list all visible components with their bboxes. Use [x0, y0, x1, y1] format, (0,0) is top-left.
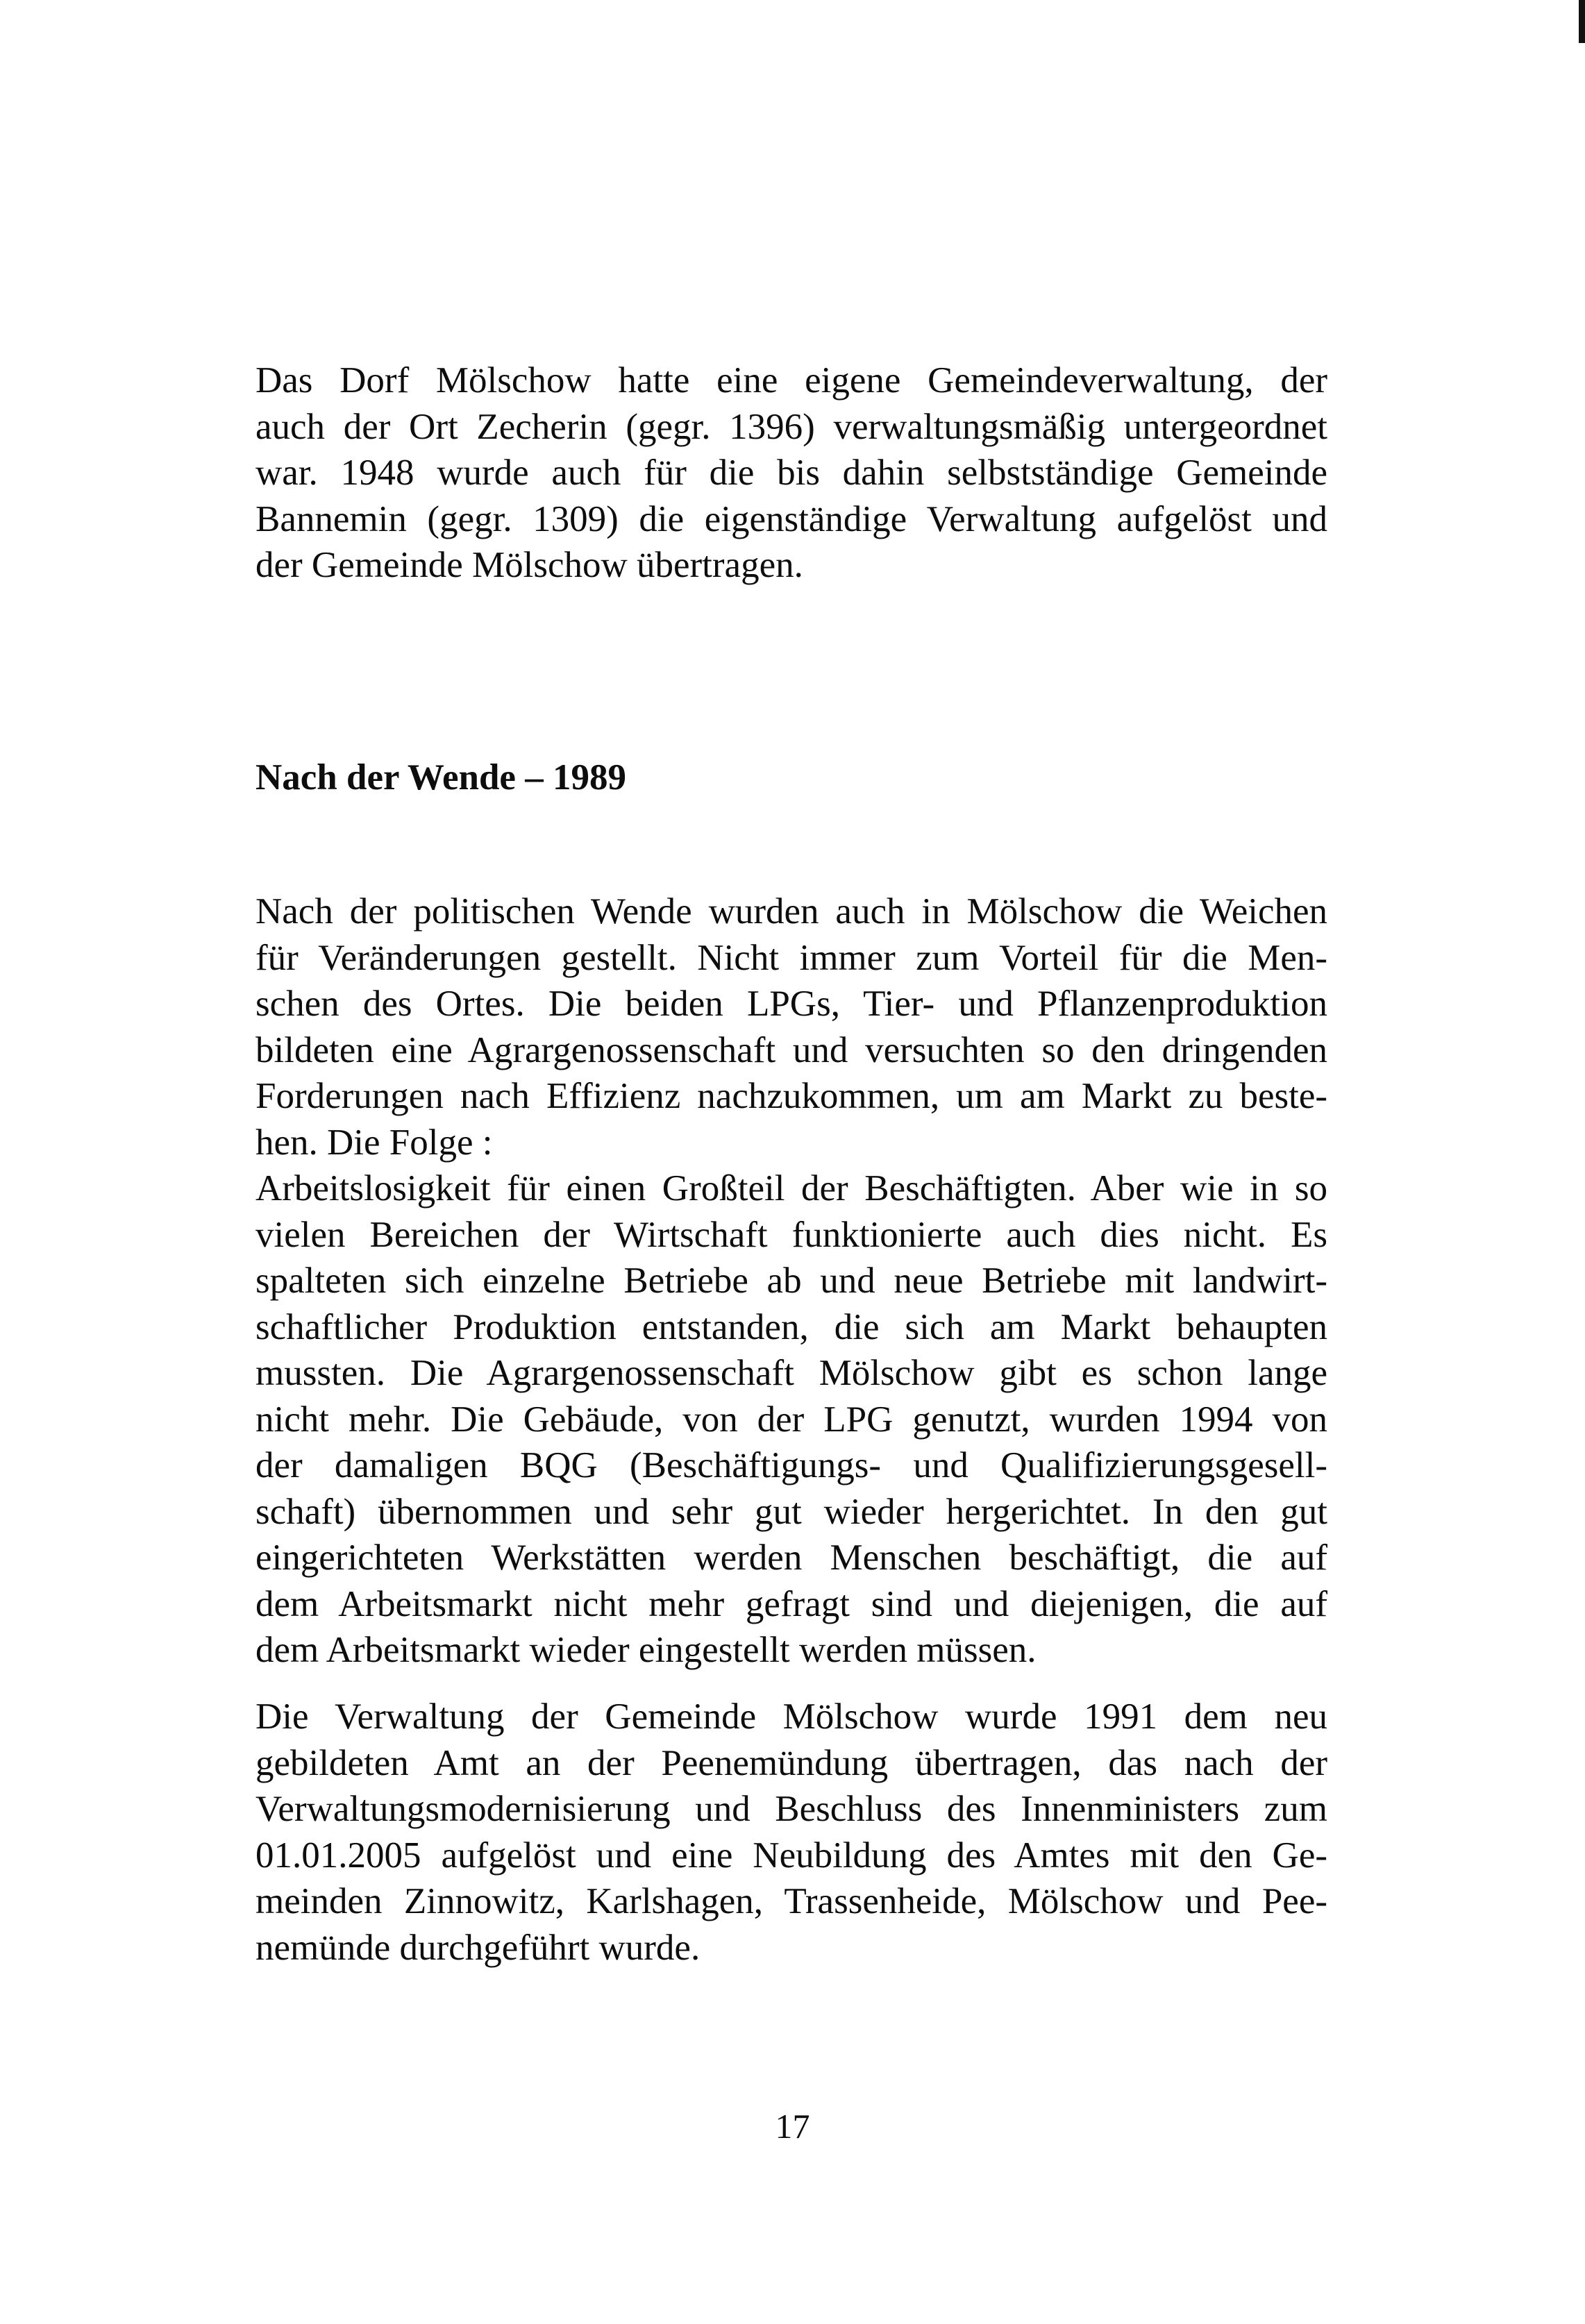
text-line: Das Dorf Mölschow hatte eine eigene Gemeindeverwaltung, der [255, 360, 1327, 401]
page-number: 17 [775, 2107, 810, 2146]
text-line: schaft) übernommen und sehr gut wieder hergerichtet. In den gut [255, 1491, 1327, 1532]
paragraph-after-reunification [255, 889, 1327, 1674]
text-line: Arbeitslosigkeit für einen Großteil der Beschäftigten. Aber wie in so [255, 1168, 1327, 1209]
text-line: nicht mehr. Die Gebäude, von der LPG genutzt, wurden 1994 von [255, 1399, 1327, 1440]
text-line: gebildeten Amt an der Peenemündung übertragen, das nach der [255, 1742, 1327, 1783]
paragraph-village-administration [255, 357, 1327, 589]
text-line: mussten. Die Agrargenossenschaft Mölschow gibt es schon lange [255, 1353, 1327, 1393]
text-line: Forderungen nach Effizienz nachzukommen, um am Markt zu beste- [255, 1076, 1327, 1116]
text-line: auch der Ort Zecherin (gegr. 1396) verwaltungsmäßig untergeordnet [255, 406, 1327, 447]
text-line: der Gemeinde Mölschow übertragen. [255, 545, 803, 585]
text-line: hen. Die Folge : [255, 1122, 493, 1163]
text-line: bildeten eine Agrargenossenschaft und versuchten so den dringenden [255, 1029, 1327, 1070]
text-line: 01.01.2005 aufgelöst und eine Neubildung des Amtes mit den Ge- [255, 1835, 1327, 1876]
text-line: Verwaltungsmodernisierung und Beschluss des Innenministers zum [255, 1789, 1327, 1829]
text-line: meinden Zinnowitz, Karlshagen, Trassenheide, Mölschow und Pee- [255, 1881, 1327, 1921]
text-line: Bannemin (gegr. 1309) die eigenständige Verwaltung aufgelöst und [255, 498, 1327, 539]
scan-edge-mark [1579, 0, 1585, 43]
text-line: eingerichteten Werkstätten werden Menschen beschäftigt, die auf [255, 1538, 1327, 1578]
section-heading: Nach der Wende – 1989 [255, 757, 626, 798]
text-line: nemünde durchgeführt wurde. [255, 1927, 701, 1968]
paragraph-municipal-administration [255, 1694, 1327, 1971]
text-line: schaftlicher Produktion entstanden, die sich am Markt behaupten [255, 1306, 1327, 1347]
paragraph-unemployment [255, 1165, 1327, 1674]
text-line: war. 1948 wurde auch für die bis dahin selbstständige Gemeinde [255, 453, 1327, 493]
text-line: schen des Ortes. Die beiden LPGs, Tier- und Pflanzenproduktion [255, 984, 1327, 1024]
text-line: für Veränderungen gestellt. Nicht immer zum Vorteil für die Men- [255, 937, 1327, 978]
text-line: Die Verwaltung der Gemeinde Mölschow wurde 1991 dem neu [255, 1696, 1327, 1737]
text-line: spalteten sich einzelne Betriebe ab und neue Betriebe mit landwirt- [255, 1261, 1327, 1301]
text-line: Nach der politischen Wende wurden auch in Mölschow die Weichen [255, 891, 1327, 932]
text-line: vielen Bereichen der Wirtschaft funktionierte auch dies nicht. Es [255, 1214, 1327, 1255]
text-line: dem Arbeitsmarkt nicht mehr gefragt sind und diejenigen, die auf [255, 1583, 1327, 1624]
text-line: dem Arbeitsmarkt wieder eingestellt werden müssen. [255, 1630, 1037, 1670]
text-line: der damaligen BQG (Beschäftigungs- und Qualifizierungsgesell- [255, 1445, 1327, 1485]
